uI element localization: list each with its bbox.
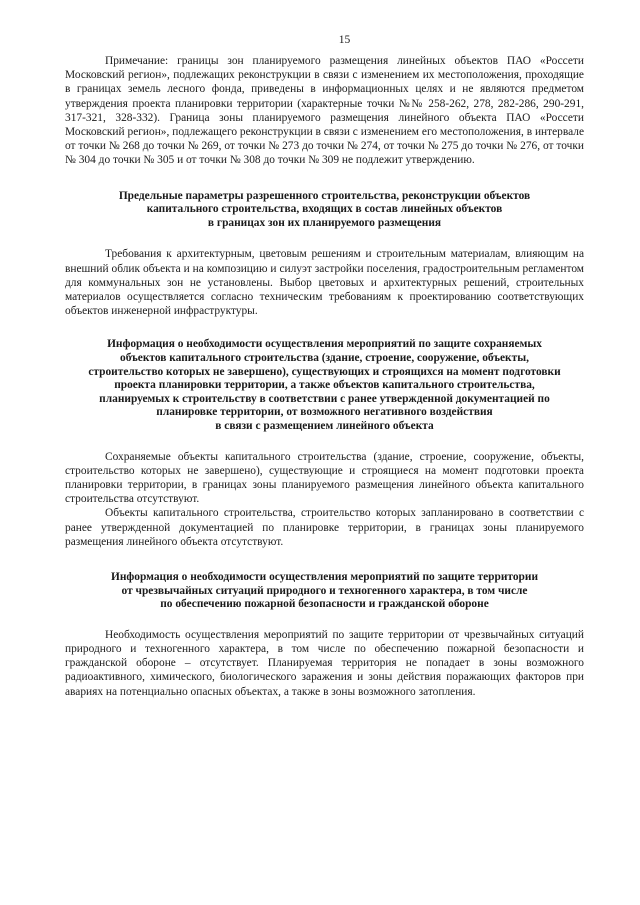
heading-line: в связи с размещением линейного объекта — [215, 419, 434, 432]
heading-line: Информация о необходимости осуществления мероприятий по защите территории — [110, 571, 539, 583]
body-paragraph: Необходимость осуществления мероприятий по защите территории от чрезвычайных ситуаций природного и техногенного характера, в том числе по обеспечению пожарной безопасности и гражданской обороне – отсутствует. Планируемая территория не попадает в зоны возможного радиоактивного, химического, биологического заражения и зоны действия поражающих факторов при авариях на потенциально опасных объектах, а также в зоны возможного затопления. — [65, 628, 584, 698]
body-paragraph: Объекты капитального строительства, строительство которых запланировано в соответствии с ранее утвержденной документацией по планировке территории, в границах зоны планируемого размещения линейного объекта отсутствуют. — [65, 507, 584, 548]
body-paragraph: Требования к архитектурным, цветовым решениям и строительным материалам, влияющим на внешний облик объекта и на композицию и силуэт застройки поселения, градостроительным регламентом для коммунальных зон не установлены. Выбор цветовых и архитектурных решений, строительных материалов осуществляется согласно техническим требованиям к проектированию соответствующих объектов инженерной инфраструктуры. — [65, 248, 584, 318]
heading-line: в границах зон их планируемого размещения — [207, 216, 442, 229]
heading-line: Предельные параметры разрешенного строительства, реконструкции объектов — [118, 189, 531, 202]
section-heading-emergency-protection — [65, 571, 584, 612]
body-paragraph: Сохраняемые объекты капитального строительства (здание, строение, сооружение, объекты, строительство которых не завершено), существующие и строящиеся на момент подготовки проекта планировки территории, в границах зоны планируемого размещения линейного объекта капитального строительства отсутствуют. — [65, 450, 584, 506]
heading-line: от чрезвычайных ситуаций природного и техногенного характера, в том числе — [121, 584, 528, 597]
section-heading-building-parameters — [65, 190, 584, 231]
heading-line: проекта планировки территории, а также объектов капитального строительства, — [114, 379, 535, 392]
heading-line: планировке территории, от возможного негативного воздействия — [156, 406, 493, 419]
heading-line: Информация о необходимости осуществления мероприятий по защите сохраняемых — [107, 338, 542, 351]
section-heading-protection-of-objects — [65, 338, 584, 433]
heading-line: строительство которых не завершено), существующих и строящихся на момент подготовки — [88, 365, 561, 378]
note-paragraph: Примечание: границы зон планируемого размещения линейных объектов ПАО «Россети Московский регион», подлежащих реконструкции в связи с изменением их местоположения, проходящие в границах земель лесного фонда, приведены в информационных целях и не являются предметом утверждения проекта планировки территории (характерные точки №№ 258-262, 278, 282-286, 290-291, 317-321, 328-332). Граница зоны планируемого размещения линейного объекта ПАО «Россети Московский регион», подлежащего реконструкции в связи с изменением его местоположения, в интервале от точки № 268 до точки № 269, от точки № 273 до точки № 274, от точки № 275 до точки № 276, от точки № 304 до точки № 305 и от точки № 308 до точки № 309 не подлежит утверждению. — [65, 55, 584, 167]
heading-line: по обеспечению пожарной безопасности и гражданской обороне — [160, 598, 489, 611]
page-number: 15 — [338, 34, 351, 46]
heading-line: капитального строительства, входящих в состав линейных объектов — [146, 203, 503, 216]
heading-line: объектов капитального строительства (здание, строение, сооружение, объекты, — [120, 352, 529, 365]
heading-line: планируемых к строительству в соответствии с ранее утвержденной документацией по — [99, 392, 550, 405]
